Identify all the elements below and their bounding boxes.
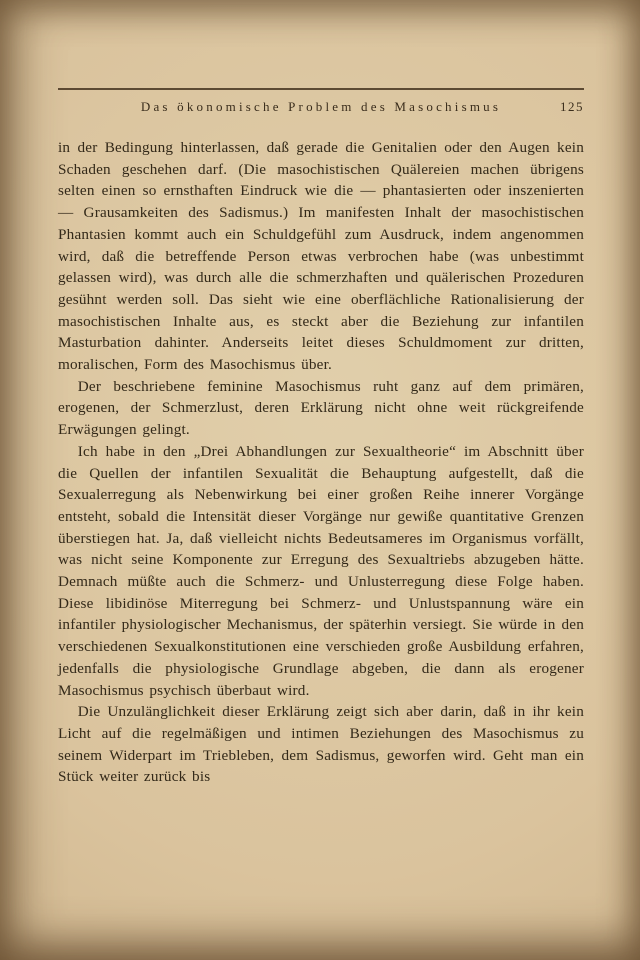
- paragraph: Ich habe in den „Drei Abhandlungen zur Sexualtheorie“ im Abschnitt über die Quellen der infantilen Sexualität die Behauptung aufgestellt, daß die Sexualerregung als Nebenwirkung bei einer großen Reihe innerer Vorgänge entsteht, sobald die Intensität dieser Vorgänge nur gewiße quantitative Grenzen überstiegen hat. Ja, daß vielleicht nichts Bedeutsameres im Organismus vorfällt, was nicht seine Komponente zur Erregung des Sexualtriebs abzugeben hätte. Demnach müßte auch die Schmerz- und Unlusterregung diese Folge haben. Diese libidinöse Miterregung bei Schmerz- und Unlustspannung wäre ein infantiler physiologischer Mechanismus, der späterhin versiegt. Sie würde in den verschiedenen Sexualkonstitutionen eine verschieden große Ausbildung erfahren, jedenfalls die physiologische Grundlage abgeben, die dann als erogener Masochismus psychisch überbaut wird.: [58, 442, 584, 699]
- page-body: [58, 137, 584, 788]
- paragraph: in der Bedingung hinterlassen, daß gerade die Genitalien oder den Augen kein Schaden geschehen darf. (Die masochistischen Quälereien machen übrigens selten einen so ernsthaften Eindruck wie die — phantasierten oder inszenierten — Grausamkeiten des Sadismus.) Im manifesten Inhalt der masochistischen Phantasien kommt auch ein Schuldgefühl zum Ausdruck, indem angenommen wird, daß die betreffende Person etwas verbrochen habe (was unbestimmt gelassen wird), was durch alle die schmerzhaften und quälerischen Prozeduren gesühnt werden soll. Das sieht wie eine oberflächliche Rationalisierung der masochistischen Inhalte aus, es steckt aber die Beziehung zur infantilen Masturbation dahinter. Anderseits leitet dieses Schuldmoment zur dritten, moralischen, Form des Masochismus über.: [58, 139, 584, 374]
- paragraph: Die Unzulänglichkeit dieser Erklärung zeigt sich aber darin, daß in ihr kein Licht auf die regelmäßigen und intimen Beziehungen des Masochismus zu seinem Widerpart im Triebleben, dem Sadismus, geworfen wird. Geht man ein Stück weiter zurück bis: [58, 703, 584, 786]
- running-head: [58, 88, 584, 115]
- header-rule: [58, 88, 584, 90]
- paragraph: Der beschriebene feminine Masochismus ruht ganz auf dem primären, erogenen, der Schmerzlust, deren Erklärung nicht ohne weit rückgreifende Erwägungen gelingt.: [58, 377, 584, 439]
- page-number: 125: [560, 99, 584, 114]
- chapter-title: Das ökonomische Problem des Masochismus: [140, 99, 502, 114]
- page-content: [58, 88, 584, 788]
